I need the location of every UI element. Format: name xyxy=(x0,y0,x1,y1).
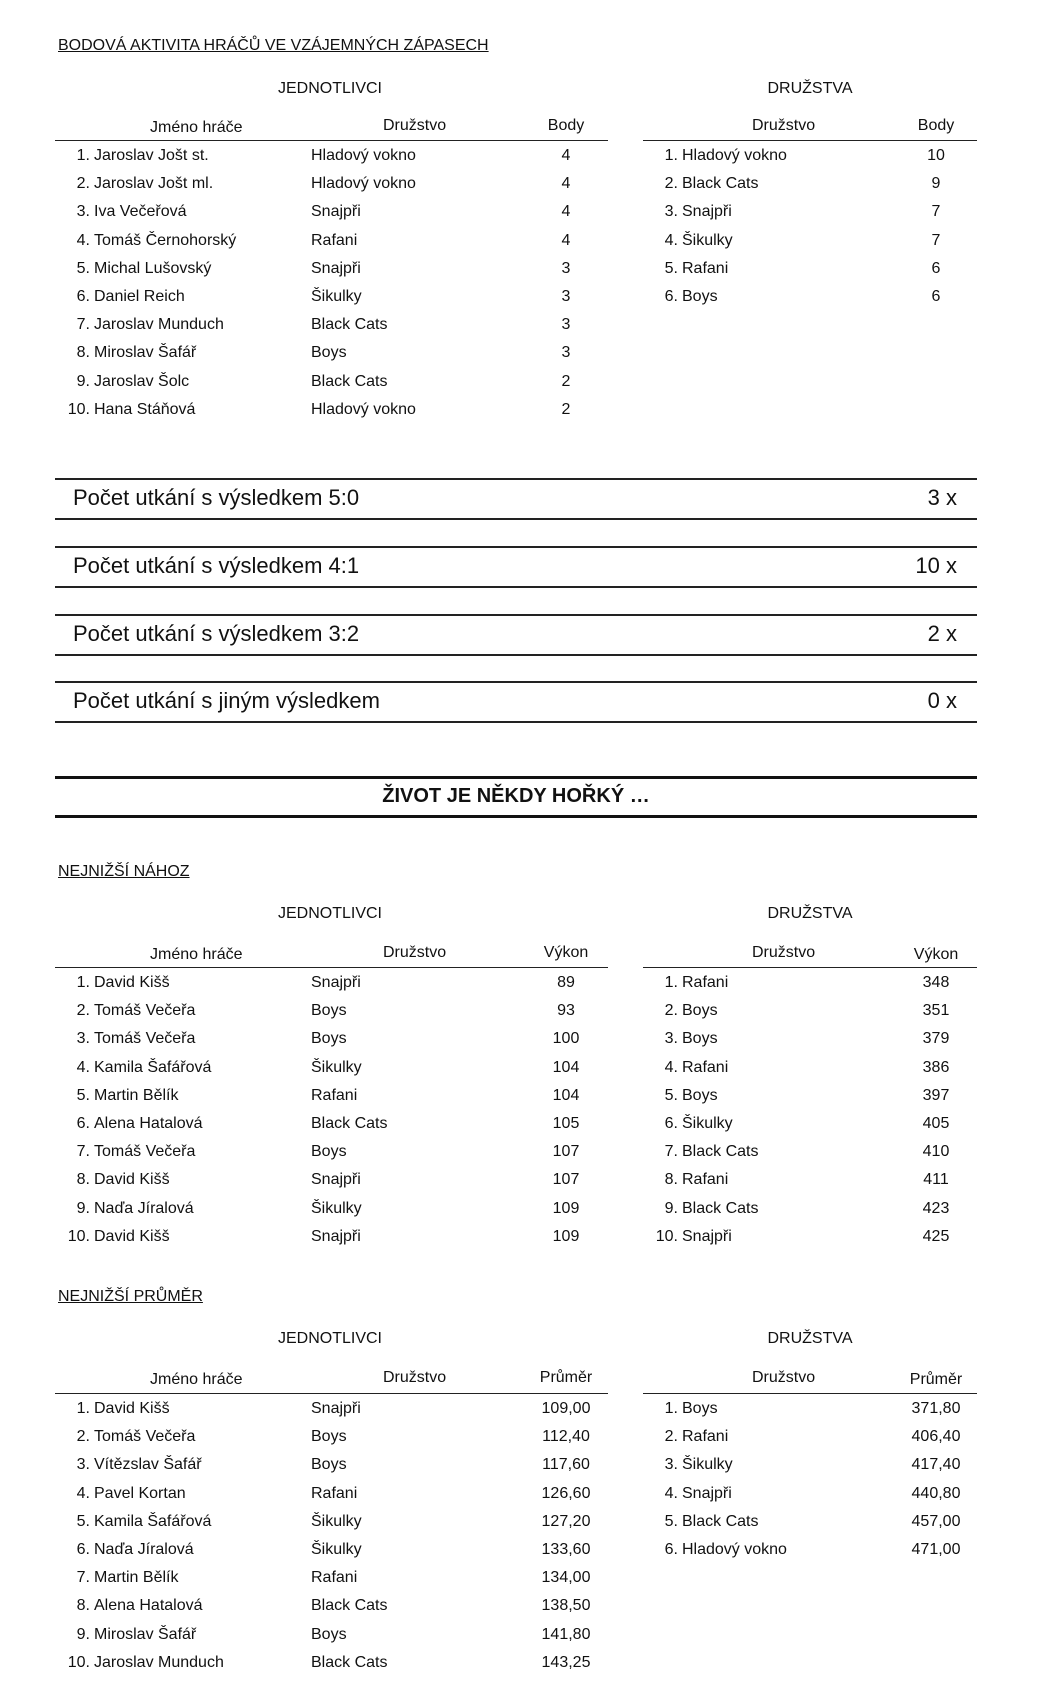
result-label: Počet utkání s výsledkem 4:1 xyxy=(73,553,360,578)
result-count: 2 x xyxy=(927,621,957,646)
col-header-value: Výkon xyxy=(543,944,589,961)
table-row xyxy=(646,145,976,167)
value: 126,60 xyxy=(541,1484,591,1502)
player-name: Alena Hatalová xyxy=(94,1115,203,1132)
value: 417,40 xyxy=(911,1456,961,1474)
value: 109,00 xyxy=(541,1400,591,1417)
value: 138,50 xyxy=(541,1597,591,1615)
player-name: Martin Bělík xyxy=(94,1086,179,1104)
rank: 7. xyxy=(76,316,90,334)
rank: 6. xyxy=(76,1541,90,1558)
rank: 6. xyxy=(664,288,678,305)
table-row xyxy=(646,1226,976,1248)
rank: 8. xyxy=(76,344,90,362)
player-name: Martin Bělík xyxy=(94,1569,179,1587)
table-row xyxy=(58,1000,618,1022)
value: 117,60 xyxy=(542,1456,590,1474)
team-name: Šikulky xyxy=(682,231,733,249)
result-count: 0 x xyxy=(927,688,957,713)
rank: 3. xyxy=(76,1456,90,1474)
value: 3 xyxy=(561,316,571,334)
player-name: Jaroslav Munduch xyxy=(94,316,224,334)
team-col-header-value: Body xyxy=(917,117,955,134)
team-name: Šikulky xyxy=(311,1541,362,1558)
value: 105 xyxy=(552,1115,580,1132)
table-row xyxy=(58,1539,618,1561)
team-name: Snajpři xyxy=(311,1227,361,1245)
team-name: Boys xyxy=(311,1030,347,1048)
rank: 8. xyxy=(76,1171,90,1189)
value: 411 xyxy=(923,1171,949,1189)
rank: 4. xyxy=(664,1058,678,1076)
value: 351 xyxy=(922,1002,950,1020)
table-row xyxy=(646,1483,976,1505)
table-row xyxy=(646,258,976,280)
team-col-header-value: Výkon xyxy=(913,946,959,963)
result-count: 10 x xyxy=(915,553,957,578)
team-name: Šikulky xyxy=(311,288,362,305)
rank: 3. xyxy=(76,1030,90,1048)
player-name: David Kišš xyxy=(94,1400,170,1417)
result-row xyxy=(55,546,977,588)
banner xyxy=(55,776,977,818)
table-row xyxy=(58,1057,618,1079)
player-name: Naďa Jíralová xyxy=(94,1541,194,1558)
team-name: Black Cats xyxy=(682,1143,759,1161)
team-name: Black Cats xyxy=(682,1512,759,1530)
table-row xyxy=(58,1483,618,1505)
table-row xyxy=(58,314,618,336)
player-name: Jaroslav Jošt st. xyxy=(94,147,209,164)
value: 6 xyxy=(931,259,941,277)
col-header-team: Družstvo xyxy=(383,1369,447,1386)
rank: 6. xyxy=(664,1115,678,1132)
rank: 10. xyxy=(67,400,90,418)
team-name: Hladový vokno xyxy=(682,1541,787,1558)
rank: 2. xyxy=(664,1428,678,1446)
table-row xyxy=(58,173,618,195)
col-header-team: Družstvo xyxy=(383,117,447,134)
value: 457,00 xyxy=(911,1512,961,1530)
rank: 5. xyxy=(664,259,678,277)
table-row xyxy=(58,1169,618,1191)
table-row xyxy=(58,1595,618,1617)
value: 3 xyxy=(561,344,571,362)
team-name: Hladový vokno xyxy=(311,400,416,418)
player-name: Kamila Šafářová xyxy=(94,1058,212,1076)
team-name: Boys xyxy=(311,344,347,362)
table-row xyxy=(58,201,618,223)
team-name: Snajpři xyxy=(311,259,361,277)
player-name: Tomáš Večeřa xyxy=(94,1002,196,1020)
team-name: Snajpři xyxy=(311,1400,361,1417)
col-header-name: Jméno hráče xyxy=(150,119,243,136)
value: 425 xyxy=(922,1227,950,1245)
team-name: Snajpři xyxy=(682,1484,732,1502)
result-row xyxy=(55,478,977,520)
rank: 5. xyxy=(76,1512,90,1530)
rank: 5. xyxy=(664,1086,678,1104)
team-name: Rafani xyxy=(311,1086,358,1104)
header-divider xyxy=(643,1393,977,1394)
header-divider xyxy=(55,1393,608,1394)
table-row xyxy=(58,145,618,167)
table-row xyxy=(58,1113,618,1135)
team-name: Šikulky xyxy=(682,1115,733,1132)
table-row xyxy=(58,1511,618,1533)
rank: 9. xyxy=(76,1199,90,1217)
value: 406,40 xyxy=(911,1428,961,1446)
value: 107 xyxy=(552,1143,580,1161)
player-name: Kamila Šafářová xyxy=(94,1512,212,1530)
team-name: Snajpři xyxy=(311,203,361,221)
table-row xyxy=(58,1198,618,1220)
table-row xyxy=(58,399,618,421)
header-divider xyxy=(643,967,977,968)
table-row xyxy=(58,230,618,252)
team-name: Šikulky xyxy=(311,1199,362,1217)
player-name: David Kišš xyxy=(94,974,170,991)
value: 6 xyxy=(931,288,941,305)
rank: 4. xyxy=(76,231,90,249)
teams-caption: DRUŽSTVA xyxy=(767,1330,853,1347)
table-row xyxy=(646,230,976,252)
rank: 7. xyxy=(664,1143,678,1161)
player-name: David Kišš xyxy=(94,1171,170,1189)
team-name: Hladový vokno xyxy=(682,147,787,164)
rank: 9. xyxy=(664,1199,678,1217)
team-name: Boys xyxy=(682,1086,718,1104)
value: 89 xyxy=(557,974,575,991)
player-name: Jaroslav Šolc xyxy=(94,372,190,390)
section-title-lowest-throw: NEJNIŽŠÍ NÁHOZ xyxy=(58,863,190,880)
team-name: Boys xyxy=(311,1002,347,1020)
table-row xyxy=(646,1000,976,1022)
rank: 2. xyxy=(664,175,678,193)
team-name: Šikulky xyxy=(311,1512,362,1530)
value: 107 xyxy=(552,1171,580,1189)
value: 386 xyxy=(922,1058,950,1076)
value: 2 xyxy=(561,400,571,418)
rank: 1. xyxy=(76,147,90,164)
table-row xyxy=(58,972,618,994)
section-title-lowest-average: NEJNIŽŠÍ PRŮMĚR xyxy=(58,1288,203,1305)
value: 7 xyxy=(931,203,941,221)
team-name: Boys xyxy=(311,1143,347,1161)
team-name: Šikulky xyxy=(682,1456,733,1474)
rank: 2. xyxy=(76,1002,90,1020)
team-name: Boys xyxy=(682,1002,718,1020)
value: 109 xyxy=(552,1227,580,1245)
rank: 3. xyxy=(664,203,678,221)
col-header-value: Průměr xyxy=(539,1369,593,1386)
team-name: Rafani xyxy=(682,259,729,277)
rank: 1. xyxy=(664,147,678,164)
table-row xyxy=(58,1398,618,1420)
value: 423 xyxy=(922,1199,950,1217)
value: 104 xyxy=(552,1058,580,1076)
player-name: Hana Stáňová xyxy=(94,400,196,418)
table-row xyxy=(646,1454,976,1476)
team-name: Black Cats xyxy=(311,372,388,390)
team-name: Boys xyxy=(311,1456,347,1474)
rank: 3. xyxy=(76,203,90,221)
team-name: Rafani xyxy=(311,231,358,249)
team-name: Snajpři xyxy=(682,1227,732,1245)
rank: 4. xyxy=(664,1484,678,1502)
table-row xyxy=(58,286,618,308)
team-name: Boys xyxy=(311,1428,347,1446)
rank: 6. xyxy=(76,288,90,305)
header-divider xyxy=(55,967,608,968)
rank: 1. xyxy=(664,1400,678,1417)
table-row xyxy=(646,1539,976,1561)
rank: 2. xyxy=(76,175,90,193)
team-name: Hladový vokno xyxy=(311,175,416,193)
player-name: Tomáš Večeřa xyxy=(94,1428,196,1446)
value: 10 xyxy=(927,147,945,164)
value: 9 xyxy=(931,175,941,193)
rank: 6. xyxy=(664,1541,678,1558)
header-divider xyxy=(55,140,608,141)
player-name: Jaroslav Munduch xyxy=(94,1653,224,1671)
team-name: Rafani xyxy=(682,974,729,991)
value: 127,20 xyxy=(541,1512,591,1530)
team-name: Boys xyxy=(311,1625,347,1643)
rank: 5. xyxy=(664,1512,678,1530)
table-row xyxy=(646,1141,976,1163)
col-header-name: Jméno hráče xyxy=(150,1371,243,1388)
team-name: Black Cats xyxy=(311,1597,388,1615)
player-name: Naďa Jíralová xyxy=(94,1199,194,1217)
value: 104 xyxy=(552,1086,580,1104)
value: 348 xyxy=(922,974,950,991)
team-name: Rafani xyxy=(311,1569,358,1587)
table-row xyxy=(646,1113,976,1135)
table-row xyxy=(646,1028,976,1050)
rank: 2. xyxy=(76,1428,90,1446)
teams-caption: DRUŽSTVA xyxy=(767,80,853,97)
value: 109 xyxy=(552,1199,580,1217)
result-label: Počet utkání s výsledkem 5:0 xyxy=(73,485,360,510)
value: 371,80 xyxy=(911,1400,961,1417)
team-col-header-value: Průměr xyxy=(909,1371,963,1388)
value: 379 xyxy=(922,1030,950,1048)
team-name: Rafani xyxy=(682,1428,729,1446)
table-row xyxy=(646,201,976,223)
header-divider xyxy=(643,140,977,141)
rank: 6. xyxy=(76,1115,90,1132)
player-name: Vítězslav Šafář xyxy=(94,1456,202,1474)
value: 3 xyxy=(561,288,571,305)
banner-text: ŽIVOT JE NĚKDY HOŘKÝ … xyxy=(382,785,650,807)
team-name: Boys xyxy=(682,1400,718,1417)
player-name: Daniel Reich xyxy=(94,288,185,305)
value: 4 xyxy=(561,231,571,249)
table-row xyxy=(58,1085,618,1107)
rank: 3. xyxy=(664,1030,678,1048)
player-name: Tomáš Večeřa xyxy=(94,1143,196,1161)
team-col-header-team: Družstvo xyxy=(752,1369,816,1386)
player-name: Tomáš Černohorský xyxy=(94,231,237,249)
table-row xyxy=(646,1198,976,1220)
rank: 8. xyxy=(76,1597,90,1615)
table-row xyxy=(646,1085,976,1107)
value: 112,40 xyxy=(542,1428,590,1446)
table-row xyxy=(646,1511,976,1533)
player-name: Jaroslav Jošt ml. xyxy=(94,175,214,193)
value: 405 xyxy=(922,1115,950,1132)
result-count: 3 x xyxy=(927,485,957,510)
team-name: Black Cats xyxy=(311,316,388,334)
team-name: Boys xyxy=(682,1030,718,1048)
value: 3 xyxy=(561,259,571,277)
table-row xyxy=(58,342,618,364)
team-name: Black Cats xyxy=(682,1199,759,1217)
player-name: Tomáš Večeřa xyxy=(94,1030,196,1048)
table-row xyxy=(646,1398,976,1420)
rank: 1. xyxy=(76,974,90,991)
individuals-caption: JEDNOTLIVCI xyxy=(277,1330,382,1347)
value: 397 xyxy=(922,1086,950,1104)
result-row xyxy=(55,614,977,656)
table-row xyxy=(646,286,976,308)
value: 440,80 xyxy=(911,1484,961,1502)
table-row xyxy=(646,972,976,994)
result-row xyxy=(55,681,977,723)
table-row xyxy=(58,1141,618,1163)
team-name: Rafani xyxy=(311,1484,358,1502)
result-label: Počet utkání s jiným výsledkem xyxy=(73,688,380,713)
rank: 2. xyxy=(664,1002,678,1020)
rank: 8. xyxy=(664,1171,678,1189)
rank: 7. xyxy=(76,1143,90,1161)
individuals-caption: JEDNOTLIVCI xyxy=(277,80,382,97)
table-row xyxy=(646,173,976,195)
col-header-team: Družstvo xyxy=(383,944,447,961)
team-col-header-team: Družstvo xyxy=(752,944,816,961)
result-label: Počet utkání s výsledkem 3:2 xyxy=(73,621,360,646)
rank: 3. xyxy=(664,1456,678,1474)
rank: 4. xyxy=(76,1484,90,1502)
rank: 5. xyxy=(76,259,90,277)
team-name: Snajpři xyxy=(311,974,361,991)
rank: 1. xyxy=(664,974,678,991)
col-header-name: Jméno hráče xyxy=(150,946,243,963)
table-row xyxy=(58,1454,618,1476)
team-name: Black Cats xyxy=(311,1653,388,1671)
rank: 1. xyxy=(76,1400,90,1417)
table-row xyxy=(58,1028,618,1050)
value: 2 xyxy=(561,372,571,390)
table-row xyxy=(58,1567,618,1589)
rank: 10. xyxy=(655,1227,678,1245)
team-name: Rafani xyxy=(682,1058,729,1076)
table-row xyxy=(646,1169,976,1191)
table-row xyxy=(58,1624,618,1646)
rank: 7. xyxy=(76,1569,90,1587)
value: 141,80 xyxy=(541,1625,591,1643)
col-header-value: Body xyxy=(547,117,585,134)
team-name: Black Cats xyxy=(311,1115,388,1132)
team-name: Black Cats xyxy=(682,175,759,193)
rank: 9. xyxy=(76,372,90,390)
rank: 5. xyxy=(76,1086,90,1104)
team-name: Snajpři xyxy=(682,203,732,221)
team-col-header-team: Družstvo xyxy=(752,117,816,134)
table-row xyxy=(58,1226,618,1248)
teams-caption: DRUŽSTVA xyxy=(767,905,853,922)
player-name: Pavel Kortan xyxy=(94,1484,186,1502)
player-name: David Kišš xyxy=(94,1227,170,1245)
rank: 4. xyxy=(664,231,678,249)
value: 93 xyxy=(557,1002,575,1020)
value: 7 xyxy=(931,231,941,249)
value: 4 xyxy=(561,175,571,193)
player-name: Miroslav Šafář xyxy=(94,1625,197,1643)
value: 100 xyxy=(552,1030,580,1048)
individuals-caption: JEDNOTLIVCI xyxy=(277,905,382,922)
table-row xyxy=(646,1426,976,1448)
value: 133,60 xyxy=(541,1541,591,1558)
value: 410 xyxy=(922,1143,950,1161)
table-row xyxy=(58,1426,618,1448)
value: 4 xyxy=(561,147,571,164)
table-row xyxy=(58,371,618,393)
table-row xyxy=(58,258,618,280)
value: 143,25 xyxy=(541,1653,591,1671)
value: 471,00 xyxy=(911,1541,961,1558)
value: 134,00 xyxy=(541,1569,591,1587)
player-name: Michal Lušovský xyxy=(94,259,212,277)
team-name: Šikulky xyxy=(311,1058,362,1076)
team-name: Boys xyxy=(682,288,718,305)
section-title-points: BODOVÁ AKTIVITA HRÁČŮ VE VZÁJEMNÝCH ZÁPASECH xyxy=(58,37,489,54)
team-name: Hladový vokno xyxy=(311,147,416,164)
team-name: Snajpři xyxy=(311,1171,361,1189)
rank: 4. xyxy=(76,1058,90,1076)
player-name: Alena Hatalová xyxy=(94,1597,203,1615)
player-name: Miroslav Šafář xyxy=(94,344,197,362)
player-name: Iva Večeřová xyxy=(94,203,187,221)
team-name: Rafani xyxy=(682,1171,729,1189)
rank: 9. xyxy=(76,1625,90,1643)
table-row xyxy=(58,1652,618,1674)
rank: 10. xyxy=(67,1227,90,1245)
table-row xyxy=(646,1057,976,1079)
rank: 10. xyxy=(67,1653,90,1671)
value: 4 xyxy=(561,203,571,221)
